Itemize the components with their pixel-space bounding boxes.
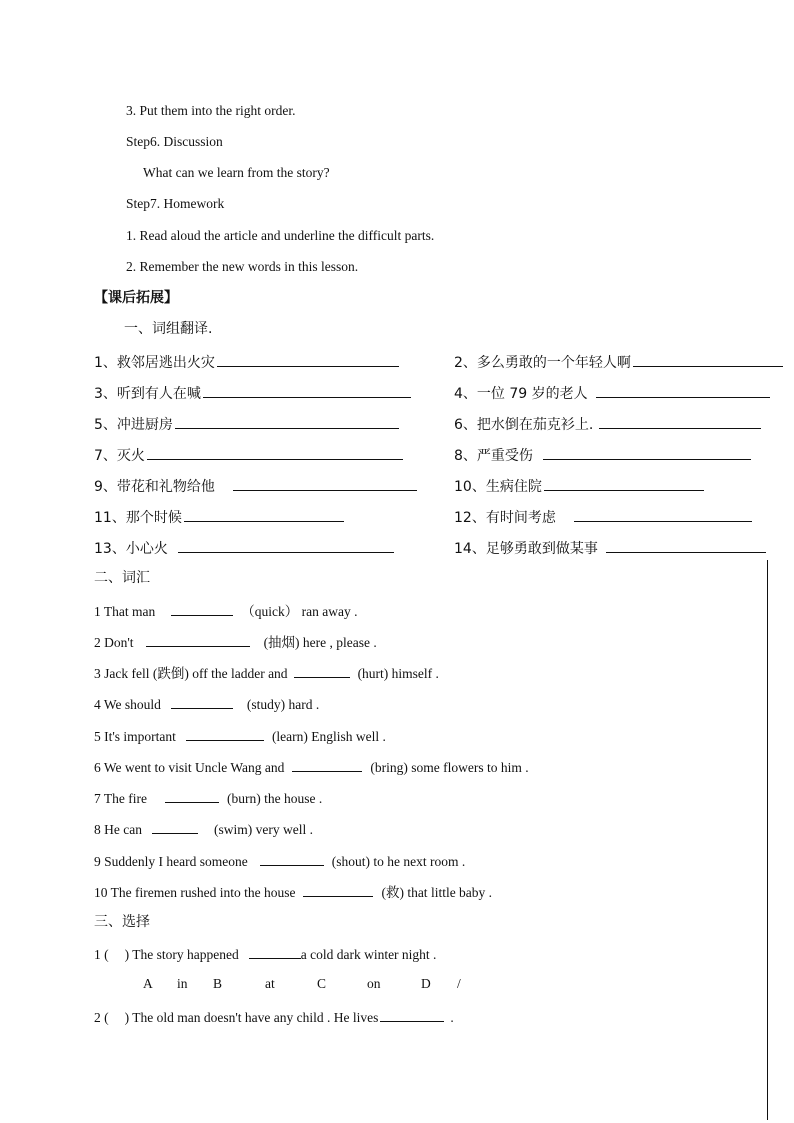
answer-blank[interactable] xyxy=(203,383,411,398)
phrase-item: 5、冲进厨房 xyxy=(94,414,399,434)
vocab-item: 9 Suddenly I heard someone (shout) to he next room . xyxy=(94,851,465,871)
vocab-item: 3 Jack fell (跌倒) off the ladder and (hurt) himself . xyxy=(94,663,439,683)
answer-blank[interactable] xyxy=(292,757,362,772)
option-text[interactable]: / xyxy=(457,976,461,991)
answer-slot[interactable] xyxy=(109,945,125,959)
step6-heading: Step6. Discussion xyxy=(126,134,223,149)
answer-blank[interactable] xyxy=(303,882,373,897)
margin-rule xyxy=(767,560,768,1120)
phrase-item: 13、小心火 xyxy=(94,538,394,558)
vocab-item: 2 Don't (抽烟) here , please . xyxy=(94,632,377,652)
answer-blank[interactable] xyxy=(178,538,394,553)
vocab-item: 8 He can (swim) very well . xyxy=(94,819,313,839)
phrase-item: 1、救邻居逃出火灾 xyxy=(94,352,399,372)
phrase-item: 4、一位 79 岁的老人 xyxy=(454,383,770,403)
answer-blank[interactable] xyxy=(171,601,233,616)
homework-item-1: 1. Read aloud the article and underline the difficult parts. xyxy=(126,228,435,243)
vocab-item: 5 It's important (learn) English well . xyxy=(94,726,386,746)
answer-blank[interactable] xyxy=(165,788,219,803)
answer-blank[interactable] xyxy=(249,944,301,959)
answer-blank[interactable] xyxy=(260,851,324,866)
phrase-item: 6、把水倒在茄克衫上. xyxy=(454,414,761,434)
option-text[interactable]: on xyxy=(367,976,381,991)
option-letter: D xyxy=(421,976,431,991)
answer-blank[interactable] xyxy=(147,445,403,460)
answer-blank[interactable] xyxy=(217,352,399,367)
answer-blank[interactable] xyxy=(233,476,417,491)
option-letter: C xyxy=(317,976,327,991)
homework-item-2: 2. Remember the new words in this lesson. xyxy=(126,259,359,274)
option-letter: B xyxy=(213,976,223,991)
vocab-item: 1 That man （quick） ran away . xyxy=(94,601,357,621)
option-text[interactable]: in xyxy=(177,976,188,991)
option-text[interactable]: at xyxy=(265,976,275,991)
answer-blank[interactable] xyxy=(380,1007,444,1022)
phrase-item: 2、多么勇敢的一个年轻人啊 xyxy=(454,352,783,372)
vocab-item: 7 The fire (burn) the house . xyxy=(94,788,322,808)
answer-blank[interactable] xyxy=(294,663,350,678)
answer-blank[interactable] xyxy=(599,414,761,429)
answer-blank[interactable] xyxy=(186,726,264,741)
part3-title: 三、选择 xyxy=(94,914,150,930)
phrase-item: 9、带花和礼物给他 xyxy=(94,476,417,496)
step-order-line: 3. Put them into the right order. xyxy=(126,103,296,118)
step6-question: What can we learn from the story? xyxy=(143,165,330,180)
section-heading: 【课后拓展】 xyxy=(94,290,178,306)
answer-blank[interactable] xyxy=(543,445,751,460)
phrase-item: 8、严重受伤 xyxy=(454,445,751,465)
choice-question: 2 ( ) The old man doesn't have any child . He lives . xyxy=(94,1007,454,1027)
phrase-item: 7、灭火 xyxy=(94,445,403,465)
answer-blank[interactable] xyxy=(171,694,233,709)
step7-heading: Step7. Homework xyxy=(126,196,225,211)
phrase-item: 12、有时间考虑 xyxy=(454,507,752,527)
phrase-item: 3、听到有人在喊 xyxy=(94,383,411,403)
vocab-item: 6 We went to visit Uncle Wang and (bring) some flowers to him . xyxy=(94,757,529,777)
option-letter: A xyxy=(143,976,153,991)
answer-blank[interactable] xyxy=(596,383,770,398)
answer-blank[interactable] xyxy=(544,476,704,491)
phrase-item: 10、生病住院 xyxy=(454,476,704,496)
part1-title: 一、词组翻译. xyxy=(124,321,213,337)
answer-blank[interactable] xyxy=(606,538,766,553)
answer-slot[interactable] xyxy=(109,1008,125,1022)
vocab-item: 4 We should (study) hard . xyxy=(94,694,319,714)
phrase-item: 11、那个时候 xyxy=(94,507,344,527)
answer-blank[interactable] xyxy=(574,507,752,522)
answer-blank[interactable] xyxy=(146,632,250,647)
answer-blank[interactable] xyxy=(175,414,399,429)
choice-question: 1 ( ) The story happened a cold dark winter night . xyxy=(94,944,436,964)
vocab-item: 10 The firemen rushed into the house (救) that little baby . xyxy=(94,882,492,902)
answer-blank[interactable] xyxy=(184,507,344,522)
answer-blank[interactable] xyxy=(633,352,783,367)
part2-title: 二、词汇 xyxy=(94,570,150,586)
phrase-item: 14、足够勇敢到做某事 xyxy=(454,538,766,558)
answer-blank[interactable] xyxy=(152,819,198,834)
